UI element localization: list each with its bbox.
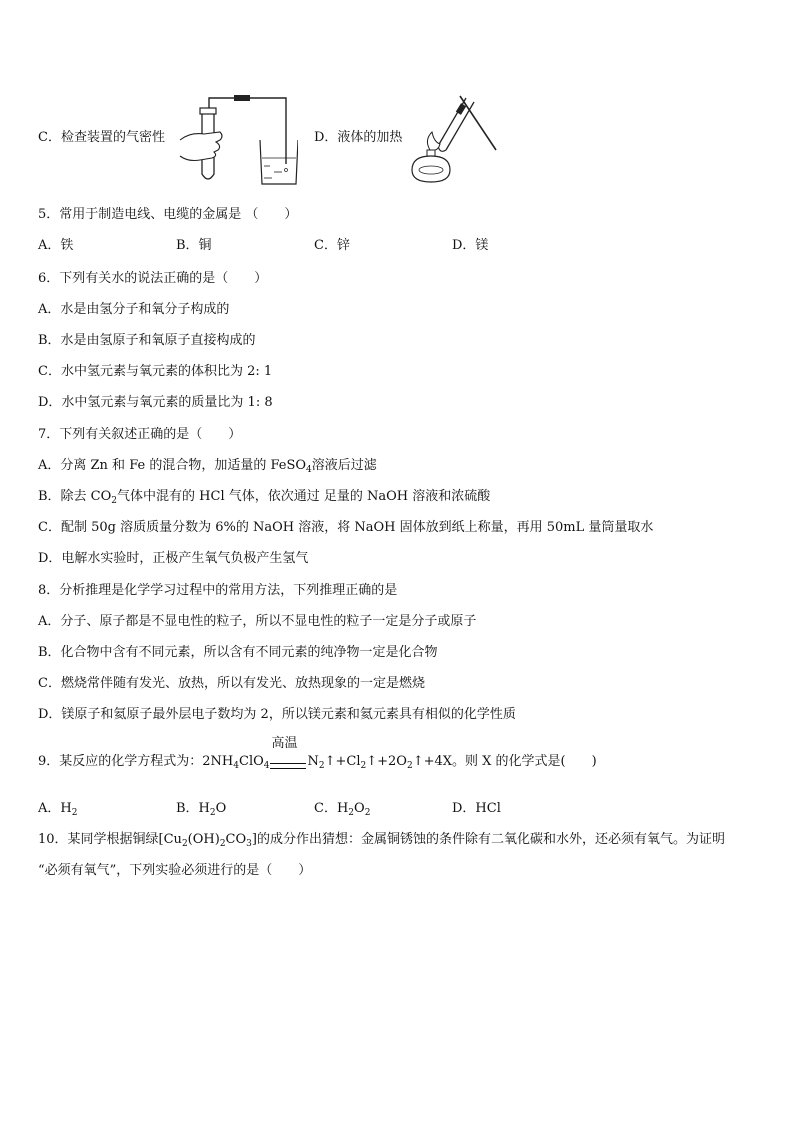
q7-option-b: B．除去 $CO_2$气体中混有的 HCl 气体，依次通过 足量的 NaOH 溶液和浓硫酸: [38, 489, 491, 506]
q9-option-a: A．$H_2$: [38, 801, 78, 818]
q6-option-b: B．水是由氢原子和氧原子直接构成的: [38, 333, 256, 348]
q8-option-a: A．分子、原子都是不显电性的粒子，所以不显电性的粒子一定是分子或原子: [38, 614, 477, 629]
q5-stem: 5．常用于制造电线、电缆的金属是 （ ）: [38, 207, 298, 222]
q6-option-c: C．水中氢元素与氧元素的体积比为 2: 1: [38, 364, 273, 379]
q10-stem-line2: “必须有氧气”，下列实验必须进行的是（ ）: [38, 863, 312, 878]
q9-option-d: D．HCl: [452, 801, 501, 816]
q7-option-a: A．分离 Zn 和 Fe 的混合物，加适量的 FeSO$_4$溶液后过滤: [38, 458, 377, 475]
q9-option-c: C．$H_2O_2$: [314, 801, 371, 818]
q7-stem: 7．下列有关叙述正确的是（ ）: [38, 427, 242, 442]
q8-option-b: B．化合物中含有不同元素，所以含有不同元素的纯净物一定是化合物: [38, 645, 438, 660]
q9-option-b: B．$H_2O$: [176, 801, 227, 818]
reaction-condition: 高温: [270, 753, 308, 771]
q7-option-c: C．配制 50g 溶质质量分数为 6%的 NaOH 溶液，将 NaOH 固体放到纸上称量，再用 50mL 量筒量取水: [38, 520, 654, 535]
airtightness-check-figure: [176, 92, 298, 188]
q8-stem: 8．分析推理是化学学习过程中的常用方法，下列推理正确的是: [38, 583, 398, 598]
q4-option-c: C．检查装置的气密性: [38, 130, 165, 145]
q7-option-d: D．电解水实验时，正极产生氧气负极产生氢气: [38, 551, 309, 566]
q6-option-a: A．水是由氢分子和氧分子构成的: [38, 302, 230, 317]
q8-option-d: D．镁原子和氦原子最外层电子数均为 2，所以镁元素和氦元素具有相似的化学性质: [38, 707, 516, 722]
q6-option-d: D．水中氢元素与氧元素的质量比为 1: 8: [38, 395, 273, 410]
q9-stem: 9．某反应的化学方程式为：$2NH_4ClO_4$ 高温 $N_2↑+Cl_2↑+2O_2↑+4X$。则 X 的化学式是( ): [38, 736, 597, 771]
q5-option-d: D．镁: [452, 238, 489, 253]
q4-option-d: D．液体的加热: [314, 130, 403, 145]
q8-option-c: C．燃烧常伴随有发光、放热，所以有发光、放热现象的一定是燃烧: [38, 676, 425, 691]
q10-stem-line1: 10．某同学根据铜绿$[Cu_2(OH)_2CO_3]$的成分作出猜想：金属铜锈蚀的条件除有二氧化碳和水外，还必须有氧气。为证明: [38, 832, 725, 849]
liquid-heating-figure: [400, 92, 504, 188]
q5-option-a: A．铁: [38, 238, 74, 253]
q5-option-c: C．锌: [314, 238, 350, 253]
q6-stem: 6．下列有关水的说法正确的是（ ）: [38, 271, 268, 286]
q5-option-b: B．铜: [176, 238, 212, 253]
